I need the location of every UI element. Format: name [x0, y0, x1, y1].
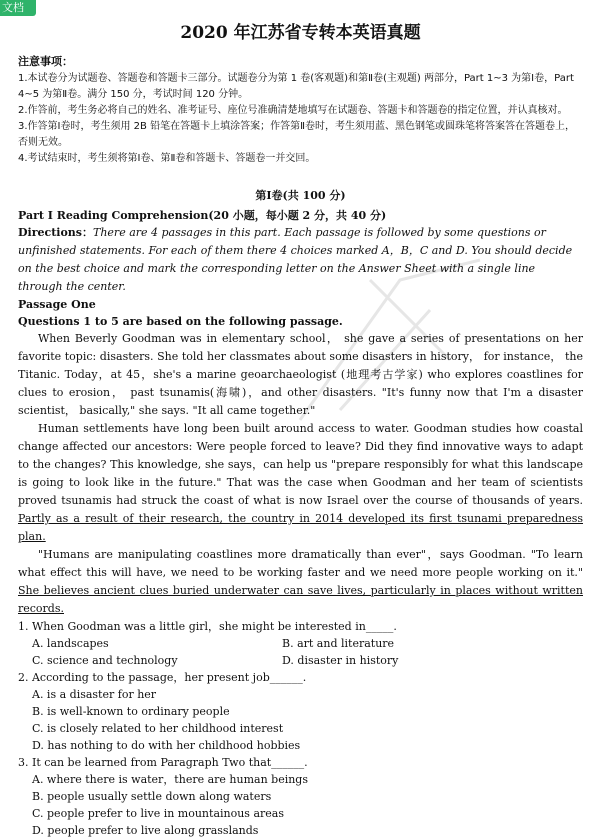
question-stem: 2. According to the passage，her present job______. [18, 671, 307, 684]
question-1 [18, 618, 583, 669]
notes-heading: 注意事项： [18, 55, 73, 68]
option-b: B. people usually settle down along waters [32, 790, 272, 803]
question-2 [18, 669, 583, 754]
paragraph-text: Human settlements have long been built around access to water. Goodman studies how coastal change affected our ancestors: Were people forced to leave? Did they find innovative ways to adapt to the changes? This knowledge, she says，can help us "prepare responsibly for what this landscape is going to look like in the future." That was the case when Goodman and her team of scientists proved tsunamis had struck the coast of what is now Israel over the course of thousands of years. [18, 422, 583, 507]
directions-text: There are 4 passages in this part. Each passage is followed by some questions or unfinished statements. For each of them there 4 choices marked A，B，C and D. You should decide on the best choice and mark the corresponding letter on the Answer Sheet with a single line through the center. [18, 226, 573, 293]
part-heading: 第Ⅰ卷(共 100 分) [255, 189, 346, 202]
directions [18, 224, 583, 296]
document-badge: 文档 [0, 0, 36, 16]
underlined-sentence: She believes ancient clues buried underwater can save lives, particularly in places without written records. [18, 584, 583, 615]
passage-paragraph-2 [18, 420, 583, 546]
question-options [18, 635, 583, 669]
note-item: 2.作答前，考生务必将自己的姓名、准考证号、座位号准确清楚地填写在试题卷、答题卡和答题卷的指定位置，并认真核对。 [18, 105, 568, 116]
note-item: 1.本试卷分为试题卷、答题卷和答题卡三部分。试题卷分为第 1 卷(客观题)和第Ⅱ卷(主观题) 两部分，Part 1~3 为第Ⅰ卷，Part 4~5 为第Ⅱ卷。满分 150 分，考试时间 120 分钟。 [18, 73, 574, 100]
questions-heading: Questions 1 to 5 are based on the following passage. [18, 315, 343, 328]
question-3 [18, 754, 583, 839]
question-stem: 1. When Goodman was a little girl，she might be interested in_____. [18, 620, 397, 633]
part1-title: Part I Reading Comprehension(20 小题，每小题 2 分，共 40 分) [18, 209, 387, 222]
option-a: A. is a disaster for her [32, 688, 157, 701]
question-stem: 3. It can be learned from Paragraph Two that______. [18, 756, 308, 769]
page-title: 2020 年江苏省专转本英语真题 [180, 23, 421, 43]
underlined-sentence: Partly as a result of their research, the country in 2014 developed its first tsunami preparedness plan. [18, 512, 583, 543]
option-d: D. has nothing to do with her childhood hobbies [32, 739, 301, 752]
option-d: D. disaster in history [282, 654, 399, 667]
notes-section [18, 53, 583, 167]
option-b: B. art and literature [282, 637, 395, 650]
option-a: A. landscapes [32, 637, 109, 650]
exam-page [18, 14, 583, 839]
option-b: B. is well-known to ordinary people [32, 705, 230, 718]
passage-paragraph-1: When Beverly Goodman was in elementary school， she gave a series of presentations on her favorite topic: disasters. She told her classmates about some disasters in history， for instance， the Titanic. Today，at 45，she's a marine geoarchaeologist (地理考古学家) who explores coastlines for clues to erosion， past tsunamis(海啸)，and other disasters. "It's funny now that I'm a disaster scientist， basically," she says. "It all came together." [18, 332, 583, 417]
note-item: 4.考试结束时，考生须将第Ⅰ卷、第Ⅱ卷和答题卡、答题卷一并交回。 [18, 153, 316, 164]
option-c: C. science and technology [32, 654, 178, 667]
option-c: C. people prefer to live in mountainous areas [32, 807, 284, 820]
directions-label: Directions： [18, 226, 93, 239]
passage-paragraph-3 [18, 546, 583, 618]
option-d: D. people prefer to live along grasslands [32, 824, 259, 837]
option-a: A. where there is water，there are human beings [32, 773, 308, 786]
option-c: C. is closely related to her childhood interest [32, 722, 284, 735]
passage-title: Passage One [18, 298, 96, 311]
paragraph-text: "Humans are manipulating coastlines more dramatically than ever"，says Goodman. "To learn what effect this will have, we need to be working faster and we need more people working on it." [18, 548, 583, 579]
note-item: 3.作答第Ⅰ卷时，考生须用 2B 铅笔在答题卡上填涂答案；作答第Ⅱ卷时，考生须用蓝、黑色钢笔或圆珠笔将答案答在答题卷上，否则无效。 [18, 121, 575, 148]
